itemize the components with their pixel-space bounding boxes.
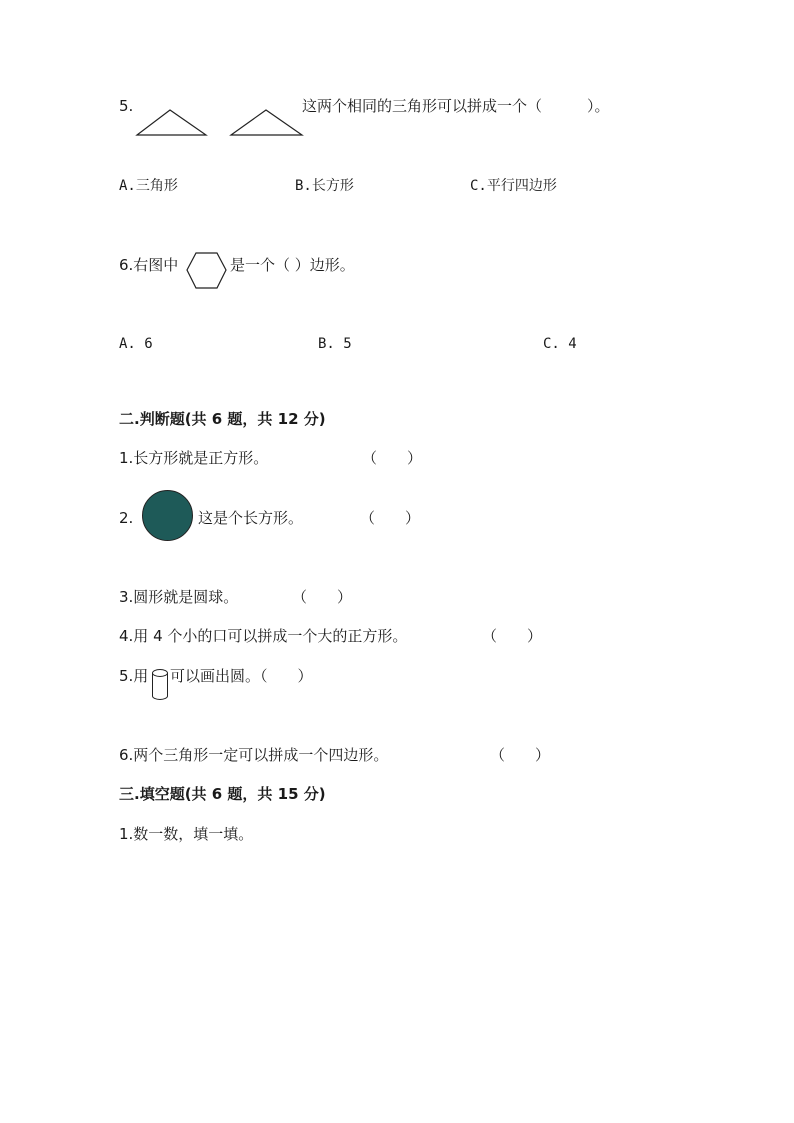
judge-item-3: 3.圆形就是圆球。: [119, 588, 239, 606]
section-2-title: 二.判断题(共 6 题，共 12 分): [119, 410, 326, 428]
question-5-text: 这两个相同的三角形可以拼成一个（ ）。: [302, 97, 610, 115]
judge-item-1-paren: （ ）: [362, 449, 423, 467]
q6-option-b: B. 5: [318, 336, 352, 352]
judge-item-4: 4.用 4 个小的口可以拼成一个大的正方形。: [119, 627, 408, 645]
fill-item-1: 1.数一数，填一填。: [119, 825, 254, 843]
q6-option-c: C. 4: [543, 336, 577, 352]
q5-option-a: A.三角形: [119, 178, 178, 194]
judge-item-5-prefix: 5.用: [119, 667, 149, 685]
cylinder-icon: [151, 668, 169, 702]
question-5-number: 5.: [119, 97, 134, 115]
section-3-title: 三.填空题(共 6 题，共 15 分): [119, 785, 326, 803]
judge-item-2: 这是个长方形。: [198, 509, 304, 527]
judge-item-4-paren: （ ）: [482, 627, 543, 645]
circle-icon: [141, 489, 195, 543]
triangle-left-icon: [136, 108, 208, 138]
judge-item-1: 1.长方形就是正方形。: [119, 449, 269, 467]
triangle-right-icon: [230, 108, 304, 138]
judge-item-6: 6.两个三角形一定可以拼成一个四边形。: [119, 746, 389, 764]
judge-item-3-paren: （ ）: [292, 588, 353, 606]
question-6-suffix: 是一个（ ）边形。: [230, 256, 355, 274]
q5-option-b: B.长方形: [295, 178, 354, 194]
judge-item-5: 可以画出圆。（ ）: [170, 667, 313, 685]
q6-option-a: A. 6: [119, 336, 153, 352]
question-6-prefix: 6.右图中: [119, 256, 179, 274]
judge-item-2-number: 2.: [119, 509, 134, 527]
judge-item-6-paren: （ ）: [490, 746, 551, 764]
judge-item-2-paren: （ ）: [360, 509, 421, 527]
hexagon-icon: [186, 251, 228, 291]
q5-option-c: C.平行四边形: [470, 178, 557, 194]
